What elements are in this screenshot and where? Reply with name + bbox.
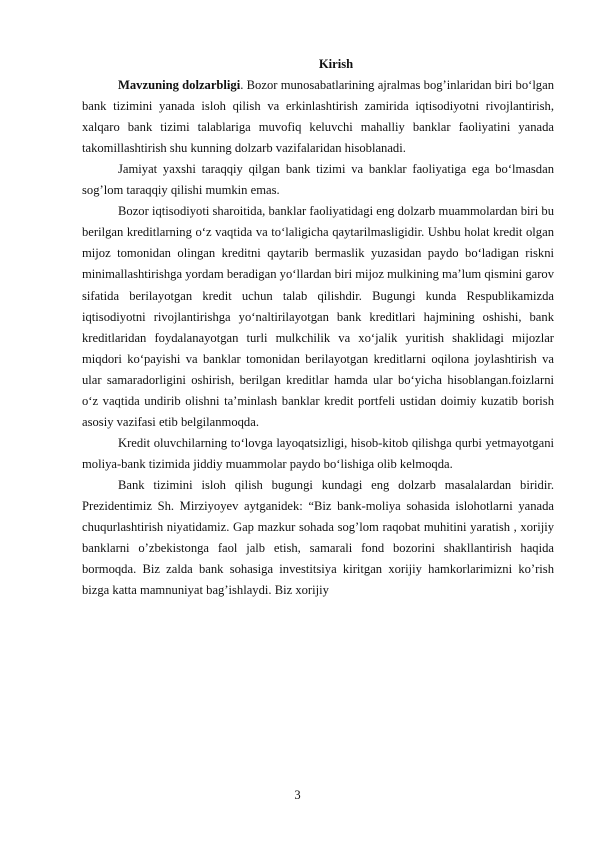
paragraph-text: Kredit oluvchilarning to‘lovga layoqatsizligi, hisob-kitob qilishga qurbi yetmayotgani moliya-bank tizimida jiddiy muammolar paydo bo‘lishiga olib kelmoqda. [82, 435, 554, 471]
paragraph-text: Bank tizimini isloh qilish bugungi kundagi eng dolzarb masalalardan biridir. Prezidentimiz Sh. Mirziyoyev aytganidek: “Biz bank-moliya sohasida islohotlarni yanada chuqurlashtirish niyatidamiz. Gap mazkur sohada sog’lom raqobat muhitini yaratish , xorijiy banklarni o’zbekistonga faol jalb etish, samarali fond bozorini shakllantirish haqida bormoqda. Biz zalda bank sohasiga investitsiya kiritgan xorijiy hamkorlarimizni ko’rish bizga katta mamnuniyat bag’ishlaydi. Biz xorijiy [82, 477, 554, 598]
paragraph-society [82, 159, 554, 201]
paragraph-market-economy [82, 201, 554, 433]
paragraph-reform [82, 475, 554, 601]
section-heading: Kirish [318, 57, 354, 71]
paragraph-lead-bold: Mavzuning dolzarbligi [118, 78, 241, 93]
paragraph-text: . Bozor munosabatlarining ajralmas bog’inlaridan biri bo‘lgan bank tizimini yanada isloh qilish va erkinlashtirish zamirida iqtisodiyotni rivojlantirish, xalqaro bank tizimi talablariga muvofiq keluvchi mahalliy banklar faoliyatini yanada takomillashtirish shu kunning dolzarb vazifalaridan hisoblanadi. [82, 78, 554, 156]
paragraph-borrowers [82, 433, 554, 475]
document-page [82, 54, 554, 601]
paragraph-relevance [82, 75, 554, 159]
page-number: 3 [294, 788, 301, 802]
paragraph-text: Jamiyat yaxshi taraqqiy qilgan bank tizimi va banklar faoliyatiga ega bo‘lmasdan sog’lom taraqqiy qilishi mumkin emas. [82, 162, 554, 198]
paragraph-text: Bozor iqtisodiyoti sharoitida, banklar faoliyatidagi eng dolzarb muammolardan biri bu berilgan kreditlarning o‘z vaqtida va to‘laligicha qaytarilmasligidir. Ushbu holat kredit olgan mijoz tomonidan olingan kreditni qaytarib bermaslik yuzasidan paydo bo‘ladigan riskni minimallashtirishga yordam beradigan yo‘llardan biri mijoz mulkining ma’lum qismini garov sifatida berilayotgan kredit uchun talab qilishdir. Bugungi kunda Respublikamizda iqtisodiyotni rivojlantirishga yo‘naltirilayotgan bank kreditlari hajmining oshishi, bank kreditlaridan foydalanayotgan turli mulkchilik va xo‘jalik yuritish shaklidagi mijozlar miqdori ko‘payishi va banklar tomonidan berilayotgan kreditlarni oqilona joylashtirish va ular samaradorligini oshirish, berilgan kreditlar hamda ular bo‘yicha hisoblangan.foizlarni o‘z vaqtida undirib olishni ta’minlash banklar kredit portfeli ustidan doimiy kuzatib borish asosiy vazifasi etib belgilanmoqda. [82, 204, 554, 429]
